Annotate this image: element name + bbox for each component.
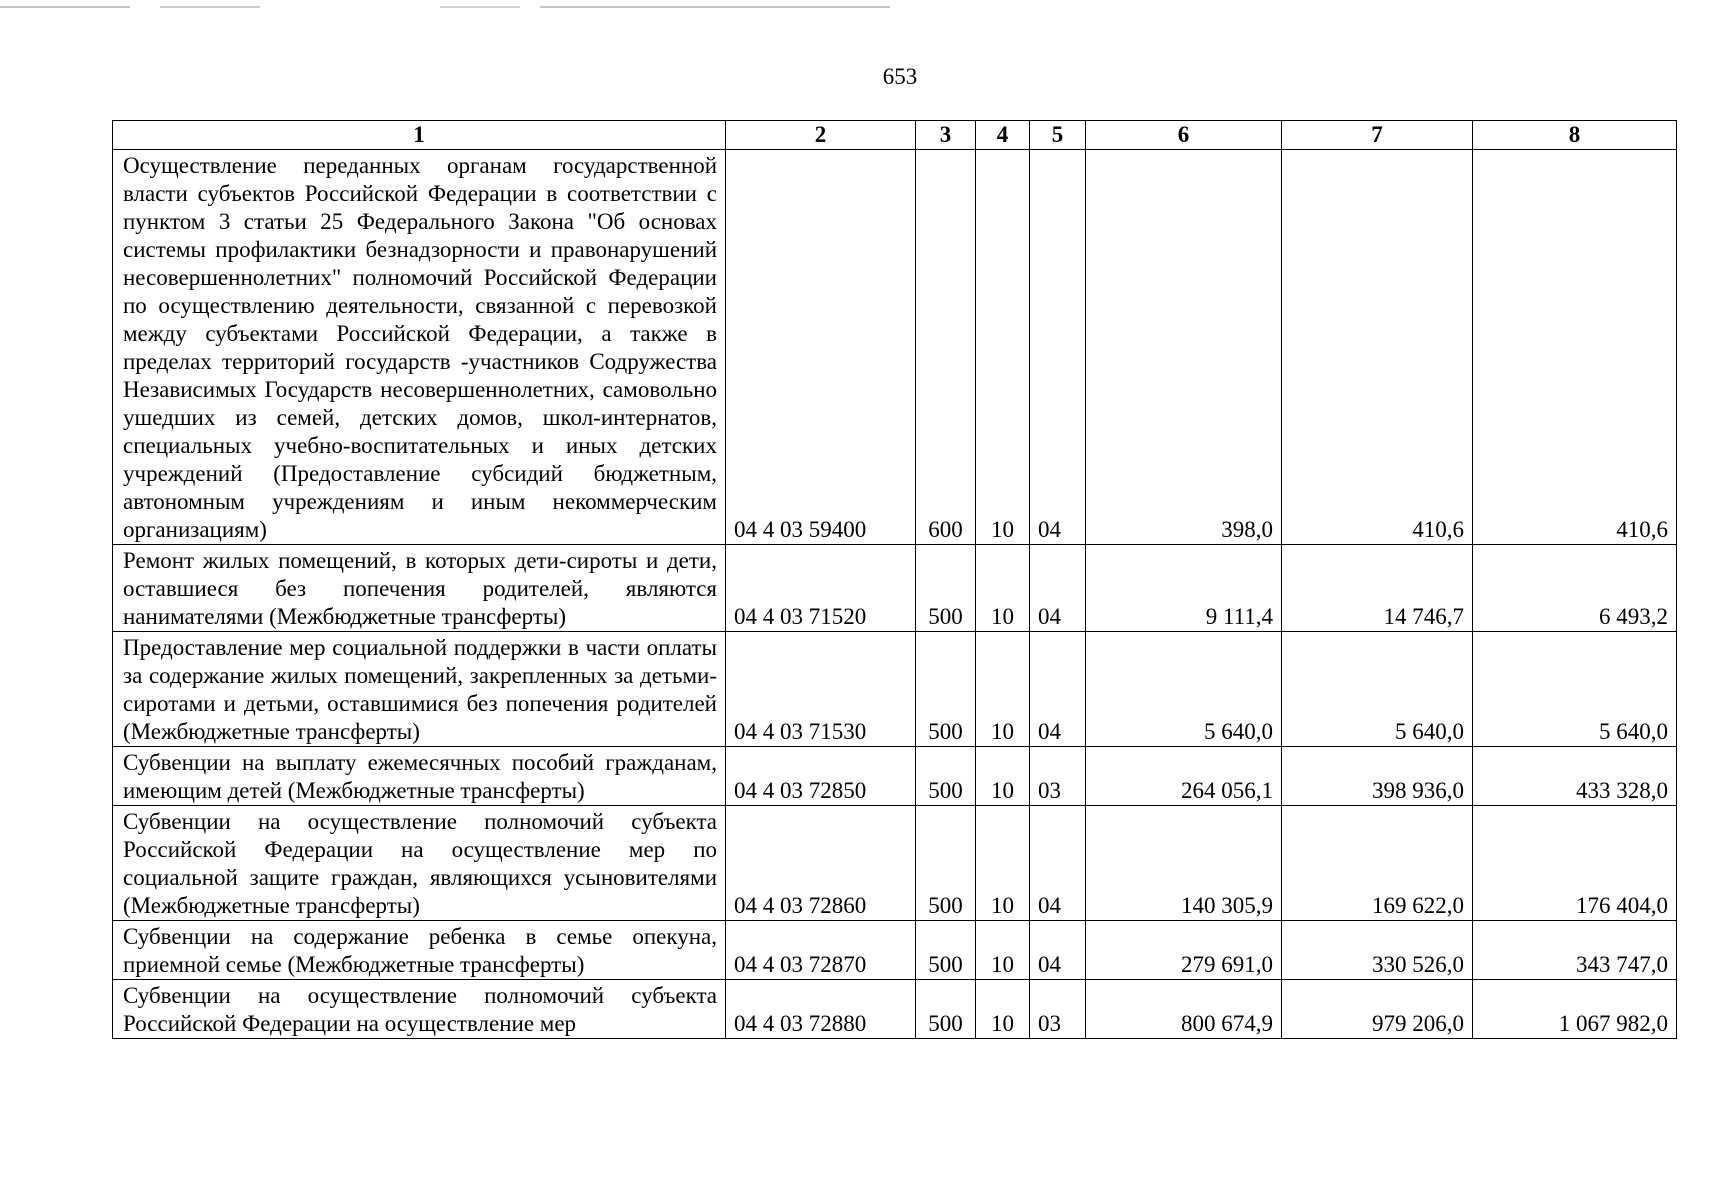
row-subsection: 04 [1030,150,1086,545]
row-value-col7: 169 622,0 [1282,806,1473,921]
row-value-col7: 398 936,0 [1282,747,1473,806]
header-col-1: 1 [113,121,726,150]
row-subsection: 04 [1030,921,1086,980]
row-value-col7: 330 526,0 [1282,921,1473,980]
row-value-col8: 343 747,0 [1473,921,1677,980]
row-section: 10 [976,150,1030,545]
row-description: Субвенции на содержание ребенка в семье опекуна, приемной семье (Межбюджетные трансферты) [113,921,726,980]
row-description: Субвенции на осуществление полномочий субъекта Российской Федерации на осуществление мер по социальной защите граждан, являющихся усыновителями (Межбюджетные трансферты) [113,806,726,921]
row-value-col8: 5 640,0 [1473,632,1677,747]
row-target-code: 04 4 03 59400 [726,150,916,545]
row-value-col7: 14 746,7 [1282,545,1473,632]
row-value-col8: 1 067 982,0 [1473,980,1677,1039]
row-value-col8: 6 493,2 [1473,545,1677,632]
row-target-code: 04 4 03 72870 [726,921,916,980]
row-section: 10 [976,545,1030,632]
header-col-6: 6 [1086,121,1282,150]
table-row [113,747,1677,806]
row-value-col6: 398,0 [1086,150,1282,545]
header-col-8: 8 [1473,121,1677,150]
row-target-code: 04 4 03 72880 [726,980,916,1039]
row-value-col7: 979 206,0 [1282,980,1473,1039]
row-section: 10 [976,632,1030,747]
header-col-4: 4 [976,121,1030,150]
row-expense-type: 600 [916,150,976,545]
row-expense-type: 500 [916,806,976,921]
row-description: Предоставление мер социальной поддержки в части оплаты за содержание жилых помещений, закрепленных за детьми-сиротами и детьми, оставшимися без попечения родителей (Межбюджетные трансферты) [113,632,726,747]
header-col-2: 2 [726,121,916,150]
row-value-col6: 279 691,0 [1086,921,1282,980]
row-target-code: 04 4 03 71530 [726,632,916,747]
table-row [113,545,1677,632]
row-subsection: 04 [1030,806,1086,921]
row-value-col6: 5 640,0 [1086,632,1282,747]
row-description: Ремонт жилых помещений, в которых дети-сироты и дети, оставшиеся без попечения родителей, являются нанимателями (Межбюджетные трансферты) [113,545,726,632]
table-row [113,806,1677,921]
table-row [113,980,1677,1039]
row-subsection: 03 [1030,980,1086,1039]
row-value-col6: 9 111,4 [1086,545,1282,632]
row-section: 10 [976,806,1030,921]
row-expense-type: 500 [916,747,976,806]
row-description: Осуществление переданных органам государственной власти субъектов Российской Федерации в соответствии с пунктом 3 статьи 25 Федерального Закона "Об основах системы профилактики безнадзорности и правонарушений несовершеннолетних" полномочий Российской Федерации по осуществлению деятельности, связанной с перевозкой между субъектами Российской Федерации, а также в пределах территорий государств -участников Содружества Независимых Государств несовершеннолетних, самовольно ушедших из семей, детских домов, школ-интернатов, специальных учебно-воспитательных и иных детских учреждений (Предоставление субсидий бюджетным, автономным учреждениям и иным некоммерческим организациям) [113,150,726,545]
scan-artifact-lines [0,6,900,10]
row-subsection: 04 [1030,545,1086,632]
row-section: 10 [976,921,1030,980]
row-value-col7: 410,6 [1282,150,1473,545]
row-subsection: 03 [1030,747,1086,806]
row-value-col8: 433 328,0 [1473,747,1677,806]
row-description: Субвенции на осуществление полномочий субъекта Российской Федерации на осуществление мер [113,980,726,1039]
row-expense-type: 500 [916,632,976,747]
header-col-7: 7 [1282,121,1473,150]
row-value-col8: 410,6 [1473,150,1677,545]
table-row [113,632,1677,747]
row-target-code: 04 4 03 72850 [726,747,916,806]
row-target-code: 04 4 03 72860 [726,806,916,921]
row-description: Субвенции на выплату ежемесячных пособий гражданам, имеющим детей (Межбюджетные трансферты) [113,747,726,806]
row-section: 10 [976,980,1030,1039]
row-expense-type: 500 [916,921,976,980]
row-value-col6: 140 305,9 [1086,806,1282,921]
row-expense-type: 500 [916,980,976,1039]
row-target-code: 04 4 03 71520 [726,545,916,632]
page-number: 653 [882,64,918,89]
row-value-col8: 176 404,0 [1473,806,1677,921]
header-col-5: 5 [1030,121,1086,150]
header-col-3: 3 [916,121,976,150]
table-row [113,150,1677,545]
header-row [113,121,1677,150]
row-expense-type: 500 [916,545,976,632]
table-row [113,921,1677,980]
row-value-col6: 264 056,1 [1086,747,1282,806]
row-value-col7: 5 640,0 [1282,632,1473,747]
row-subsection: 04 [1030,632,1086,747]
row-section: 10 [976,747,1030,806]
row-value-col6: 800 674,9 [1086,980,1282,1039]
budget-table [112,120,1677,1039]
